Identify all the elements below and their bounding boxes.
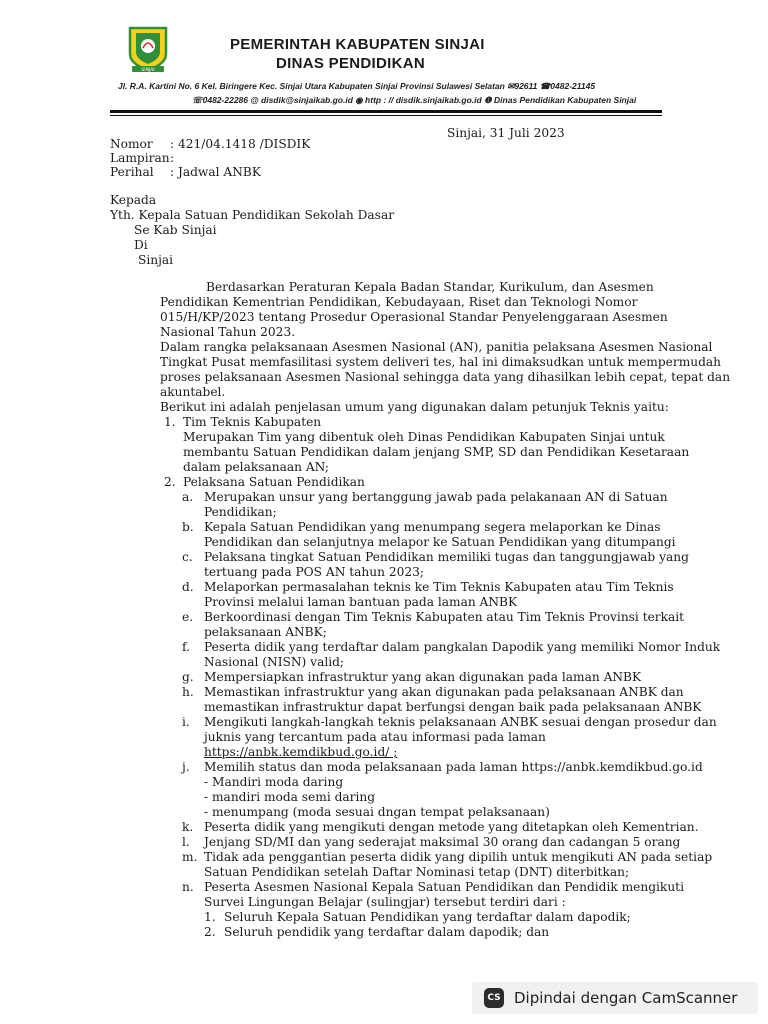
list-item-line: pelaksanaan ANBK; [204,625,327,639]
list-item-letter: b. [182,520,194,534]
list-item-line: Pendidikan; [204,505,277,519]
list-item-line: Peserta didik yang mengikuti dengan metode yang ditetapkan oleh Kementrian. [204,820,699,834]
list-item-letter: l. [182,835,190,849]
list-item-letter: c. [182,550,193,564]
list-item-letter: i. [182,715,190,729]
list-item-line: Satuan Pendidikan setelah Daftar Nominasi tetap (DNT) diterbitkan; [204,865,630,879]
list-item-line: Pelaksana tingkat Satuan Pendidikan memiliki tugas dan tanggungjawab yang [204,550,689,564]
lampiran-label: Lampiran [110,151,170,165]
government-logo [120,24,176,74]
paragraph-2-line: Tingkat Pusat memfasilitasi system deliveri tes, hal ini dimaksudkan untuk mempermudah [160,355,722,369]
section-2-title: Pelaksana Satuan Pendidikan [183,475,365,489]
list-item-line: Peserta didik yang terdaftar dalam pangkalan Dapodik yang memiliki Nomor Induk [204,640,721,654]
recipient-title: Yth. Kepala Satuan Pendidikan Sekolah Dasar [110,208,395,222]
list-item-letter: g. [182,670,194,684]
section-1-line: Merupakan Tim yang dibentuk oleh Dinas Pendidikan Kabupaten Sinjai untuk [183,430,665,444]
letterhead-address: Jl. R.A. Kartini No. 6 Kel. Biringere Kec. Sinjai Utara Kabupaten Sinjai Provinsi Sulawesi Selatan ✉92611 ☎0482-21145 [118,81,596,91]
letterhead-rule [110,110,662,113]
list-item-dash: - menumpang (moda sesuai dngan tempat pelaksanaan) [204,805,550,819]
list-item-line: Tidak ada penggantian peserta didik yang dipilih untuk mengikuti AN pada setiap [204,850,713,864]
list-item-letter: e. [182,610,194,624]
list-item-line: Pendidikan dan selanjutnya melapor ke Satuan Pendidikan yang ditumpangi [204,535,676,549]
section-2-number: 2. [164,475,176,489]
section-1-line: dalam pelaksanaan AN; [183,460,329,474]
sublist-text: Seluruh pendidik yang terdaftar dalam dapodik; dan [224,925,550,939]
recipient-kepada: Kepada [110,193,157,207]
recipient-city: Sinjai [138,253,174,267]
paragraph-1-line: Pendidikan Kementrian Pendidikan, Kebudayaan, Riset dan Teknologi Nomor [160,295,638,309]
list-item-line: Jenjang SD/MI dan yang sederajat maksimal 30 orang dan cadangan 5 orang [204,835,681,849]
paragraph-1-line: 015/H/KP/2023 tentang Prosedur Operasional Standar Penyelenggaraan Asesmen [160,310,668,324]
sublist-number: 1. [204,910,216,924]
camscanner-text: Dipindai dengan CamScanner [514,989,738,1007]
list-item-line: Mengikuti langkah-langkah teknis pelaksanaan ANBK sesuai dengan prosedur dan [204,715,717,729]
sublist-text: Seluruh Kepala Satuan Pendidikan yang terdaftar dalam dapodik; [224,910,631,924]
list-item-line: Provinsi melalui laman bantuan pada laman ANBK [204,595,518,609]
list-item-dash: - Mandiri moda daring [204,775,344,789]
camscanner-watermark [472,982,758,1014]
list-item-letter: a. [182,490,194,504]
letterhead-title: PEMERINTAH KABUPATEN SINJAI [230,36,485,53]
list-item-line: Memastikan infrastruktur yang akan digunakan pada pelaksanaan ANBK dan [204,685,684,699]
list-item-line: Survei Lingungan Belajar (sulingjar) tersebut terdiri dari : [204,895,566,909]
paragraph-1-line: Nasional Tahun 2023. [160,325,296,339]
anbk-link[interactable]: https://anbk.kemdikbud.go.id/ ; [204,745,398,759]
list-item-letter: j. [182,760,190,774]
list-item-line: Mempersiapkan infrastruktur yang akan digunakan pada laman ANBK [204,670,642,684]
sublist-number: 2. [204,925,216,939]
list-item-line: Memilih status dan moda pelaksanaan pada laman https://anbk.kemdikbud.go.id [204,760,703,774]
paragraph-2-line: proses pelaksanaan Asesmen Nasional sehingga data yang dihasilkan lebih cepat, tepat dan [160,370,731,384]
list-item-letter: d. [182,580,194,594]
letterhead-contacts: ☏0482-22286 @ disdik@sinjaikab.go.id ◉ http : // disdik.sinjaikab.go.id ❶ Dinas Pendidikan Kabupaten Sinjai [192,95,637,105]
list-item-line: juknis yang tercantum pada atau informasi pada laman [204,730,546,744]
recipient-di: Di [134,238,148,252]
nomor-value: : 421/04.1418 /DISDIK [170,137,311,151]
perihal-label: Perihal [110,165,154,179]
paragraph-2-line: akuntabel. [160,385,226,399]
list-item-line: tertuang pada POS AN tahun 2023; [204,565,424,579]
place-date: Sinjai, 31 Juli 2023 [447,126,565,140]
paragraph-3: Berikut ini adalah penjelasan umum yang digunakan dalam petunjuk Teknis yaitu: [160,400,669,414]
section-1-number: 1. [164,415,176,429]
list-item-letter: h. [182,685,194,699]
list-item-letter: n. [182,880,194,894]
lampiran-value: : [170,151,175,165]
camscanner-icon: CS [484,988,504,1008]
list-item-line: Berkoordinasi dengan Tim Teknis Kabupaten atau Tim Teknis Provinsi terkait [204,610,685,624]
perihal-value: : Jadwal ANBK [170,165,261,179]
section-1-line: membantu Satuan Pendidikan dalam jenjang SMP, SD dan Pendidikan Kesetaraan [183,445,690,459]
list-item-letter: m. [182,850,198,864]
paragraph-2-line: Dalam rangka pelaksanaan Asesmen Nasional (AN), panitia pelaksana Asesmen Nasional [160,340,713,354]
list-item-letter: k. [182,820,194,834]
letterhead-rule-thin [110,115,662,116]
list-item-line: Merupakan unsur yang bertanggung jawab pada pelakanaan AN di Satuan [204,490,668,504]
list-item-line: Melaporkan permasalahan teknis ke Tim Teknis Kabupaten atau Tim Teknis [204,580,674,594]
paragraph-1-line: Berdasarkan Peraturan Kepala Badan Standar, Kurikulum, dan Asesmen [206,280,654,294]
nomor-label: Nomor [110,137,153,151]
list-item-dash: - mandiri moda semi daring [204,790,376,804]
list-item-line: Kepala Satuan Pendidikan yang menumpang segera melaporkan ke Dinas [204,520,661,534]
list-item-line: memastikan infrastruktur dapat berfungsi dengan baik pada pelaksanaan ANBK [204,700,702,714]
logo-ribbon-text: SINJAI [141,68,155,73]
list-item-line: Peserta Asesmen Nasional Kepala Satuan Pendidikan dan Pendidik mengikuti [204,880,684,894]
list-item-letter: f. [182,640,190,654]
letterhead-subtitle: DINAS PENDIDIKAN [276,55,425,72]
list-item-line: Nasional (NISN) valid; [204,655,345,669]
section-1-title: Tim Teknis Kabupaten [183,415,322,429]
recipient-region: Se Kab Sinjai [134,223,217,237]
